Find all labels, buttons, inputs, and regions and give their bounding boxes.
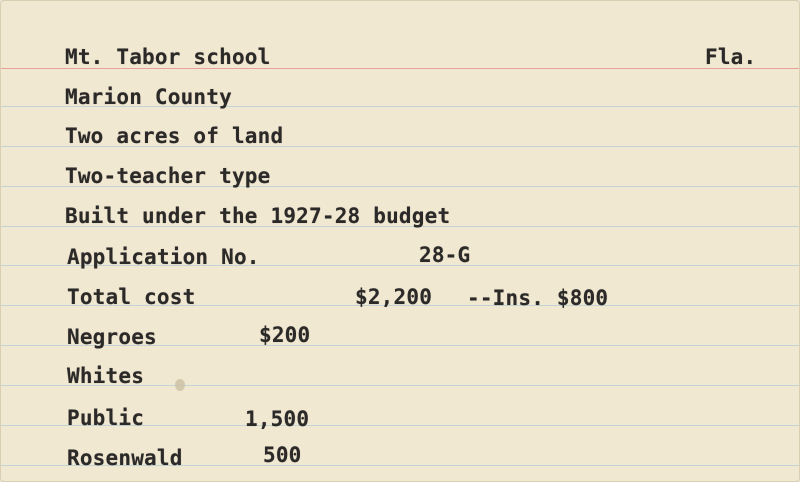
- land-line: Two acres of land: [65, 124, 284, 148]
- total-cost-value: $2,200: [355, 285, 433, 309]
- whites-label: Whites: [67, 364, 145, 388]
- total-cost-label: Total cost: [67, 285, 196, 309]
- built-line: Built under the 1927-28 budget: [65, 204, 451, 228]
- school-name: Mt. Tabor school: [65, 45, 271, 69]
- rosenwald-value: 500: [263, 443, 302, 467]
- negroes-value: $200: [259, 323, 311, 347]
- application-number: 28-G: [419, 243, 471, 267]
- public-value: 1,500: [245, 407, 310, 431]
- county-line: Marion County: [65, 85, 232, 109]
- insurance-value: --Ins. $800: [467, 286, 609, 310]
- public-label: Public: [67, 406, 145, 430]
- rosenwald-label: Rosenwald: [67, 446, 183, 470]
- application-label: Application No.: [67, 245, 260, 269]
- paper-smudge: [175, 379, 185, 391]
- negroes-label: Negroes: [67, 325, 157, 349]
- state-abbreviation: Fla.: [705, 45, 757, 69]
- type-line: Two-teacher type: [65, 164, 271, 188]
